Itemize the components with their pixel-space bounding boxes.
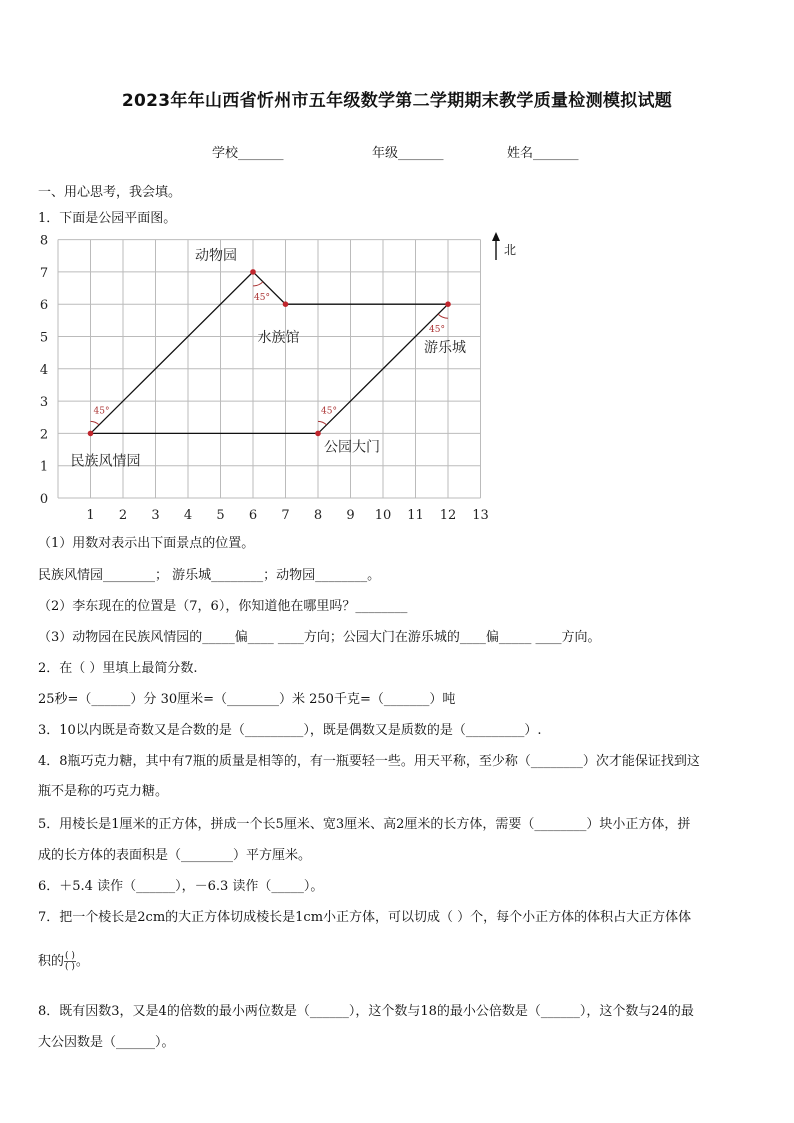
x-tick-label: 6 <box>248 508 258 523</box>
grade-field: 年级_______ <box>372 146 444 161</box>
place-point <box>283 301 289 307</box>
question-7-prefix: 积的 <box>38 954 65 969</box>
y-tick-label: 6 <box>39 298 49 314</box>
question-3: 3．10以内既是奇数又是合数的是（_________），既是偶数又是质数的是（_________）. <box>38 723 542 738</box>
x-tick-label: 1 <box>86 508 95 523</box>
y-tick-label: 3 <box>39 395 49 411</box>
angle-arc-amusement <box>438 314 448 318</box>
y-tick-label: 7 <box>39 265 49 281</box>
question-7-line-2 <box>38 950 89 972</box>
angle-label-minzu: 45° <box>93 406 110 417</box>
angle-arc-minzu <box>91 421 99 425</box>
x-tick-label: 3 <box>151 508 160 523</box>
angle-label-zoo: 45° <box>254 292 270 303</box>
angle-arc-zoo <box>253 282 263 286</box>
park-map <box>34 226 534 526</box>
question-1-part-2: （2）李东现在的位置是（7，6），你知道他在哪里吗？________ <box>38 599 408 614</box>
question-5-line-1: 5．用棱长是1厘米的正方体，拼成一个长5厘米、宽3厘米、高2厘米的长方体，需要（________）块小正方体，拼 <box>38 817 691 832</box>
place-point <box>88 431 94 437</box>
y-tick-label: 2 <box>39 427 49 443</box>
x-tick-label: 7 <box>281 508 290 523</box>
question-7-suffix: 。 <box>75 954 89 969</box>
place-label: 公园大门 <box>324 439 380 456</box>
place-label: 动物园 <box>195 247 237 264</box>
y-tick-label: 1 <box>39 459 49 475</box>
x-tick-label: 11 <box>407 508 424 523</box>
question-1-part-1-answers: 民族风情园________； 游乐城________；动物园________。 <box>38 568 381 583</box>
question-2-line: 25秒=（______）分 30厘米=（________）米 250千克=（_______）吨 <box>38 692 456 707</box>
name-field: 姓名_______ <box>507 146 579 161</box>
fraction-blank <box>64 951 76 972</box>
place-point <box>445 301 451 307</box>
x-tick-label: 2 <box>118 508 128 523</box>
y-tick-label: 5 <box>39 330 49 346</box>
y-tick-label: 0 <box>39 492 49 507</box>
question-7-line-1: 7．把一个棱长是2cm的大正方体切成棱长是1cm小正方体，可以切成（ ）个，每个小正方体的体积占大正方体体 <box>38 910 692 925</box>
question-6: 6．＋5.4 读作（______），－6.3 读作（_____）。 <box>38 879 324 894</box>
x-tick-label: 13 <box>472 508 489 523</box>
y-tick-label: 4 <box>39 362 49 378</box>
question-8-line-2: 大公因数是（______）。 <box>38 1035 175 1050</box>
north-arrow-head <box>492 232 500 241</box>
question-4-line-2: 瓶不是称的巧克力糖。 <box>38 784 169 799</box>
place-point <box>315 431 321 437</box>
question-1-stem: 1．下面是公园平面图。 <box>38 211 177 226</box>
angle-label-gate: 45° <box>321 406 337 417</box>
place-label: 游乐城 <box>424 340 466 357</box>
place-label: 民族风情园 <box>70 453 141 470</box>
place-label: 水族馆 <box>257 330 300 347</box>
question-1-part-1: （1）用数对表示出下面景点的位置。 <box>38 536 255 551</box>
school-field: 学校_______ <box>212 146 284 161</box>
x-tick-label: 12 <box>439 508 457 523</box>
y-tick-label: 8 <box>39 233 49 249</box>
x-tick-label: 9 <box>346 508 355 523</box>
x-tick-label: 4 <box>183 508 193 523</box>
angle-label-amusement: 45° <box>429 325 445 336</box>
north-label: 北 <box>504 243 517 257</box>
angle-arc-gate <box>318 421 326 425</box>
fraction-denominator: ( ) <box>65 962 75 972</box>
question-5-line-2: 成的长方体的表面积是（________）平方厘米。 <box>38 848 312 863</box>
page-title: 2023年年山西省忻州市五年级数学第二学期期末教学质量检测模拟试题 <box>121 91 673 111</box>
x-tick-label: 8 <box>313 508 323 523</box>
x-tick-label: 5 <box>216 508 225 523</box>
question-8-line-1: 8．既有因数3，又是4的倍数的最小两位数是（______），这个数与18的最小公倍数是（______），这个数与24的最 <box>38 1004 694 1019</box>
fraction-numerator: ( ) <box>65 951 75 961</box>
question-2-stem: 2．在（ ）里填上最简分数. <box>38 661 198 676</box>
question-4-line-1: 4．8瓶巧克力糖，其中有7瓶的质量是相等的，有一瓶要轻一些。用天平称，至少称（________）次才能保证找到这 <box>38 754 700 769</box>
x-tick-label: 10 <box>374 508 392 523</box>
question-1-part-3: （3）动物园在民族风情园的_____偏____ ____方向；公园大门在游乐城的____偏_____ ____方向。 <box>38 630 601 645</box>
section-heading: 一、用心思考，我会填。 <box>38 185 182 200</box>
place-point <box>250 269 256 275</box>
